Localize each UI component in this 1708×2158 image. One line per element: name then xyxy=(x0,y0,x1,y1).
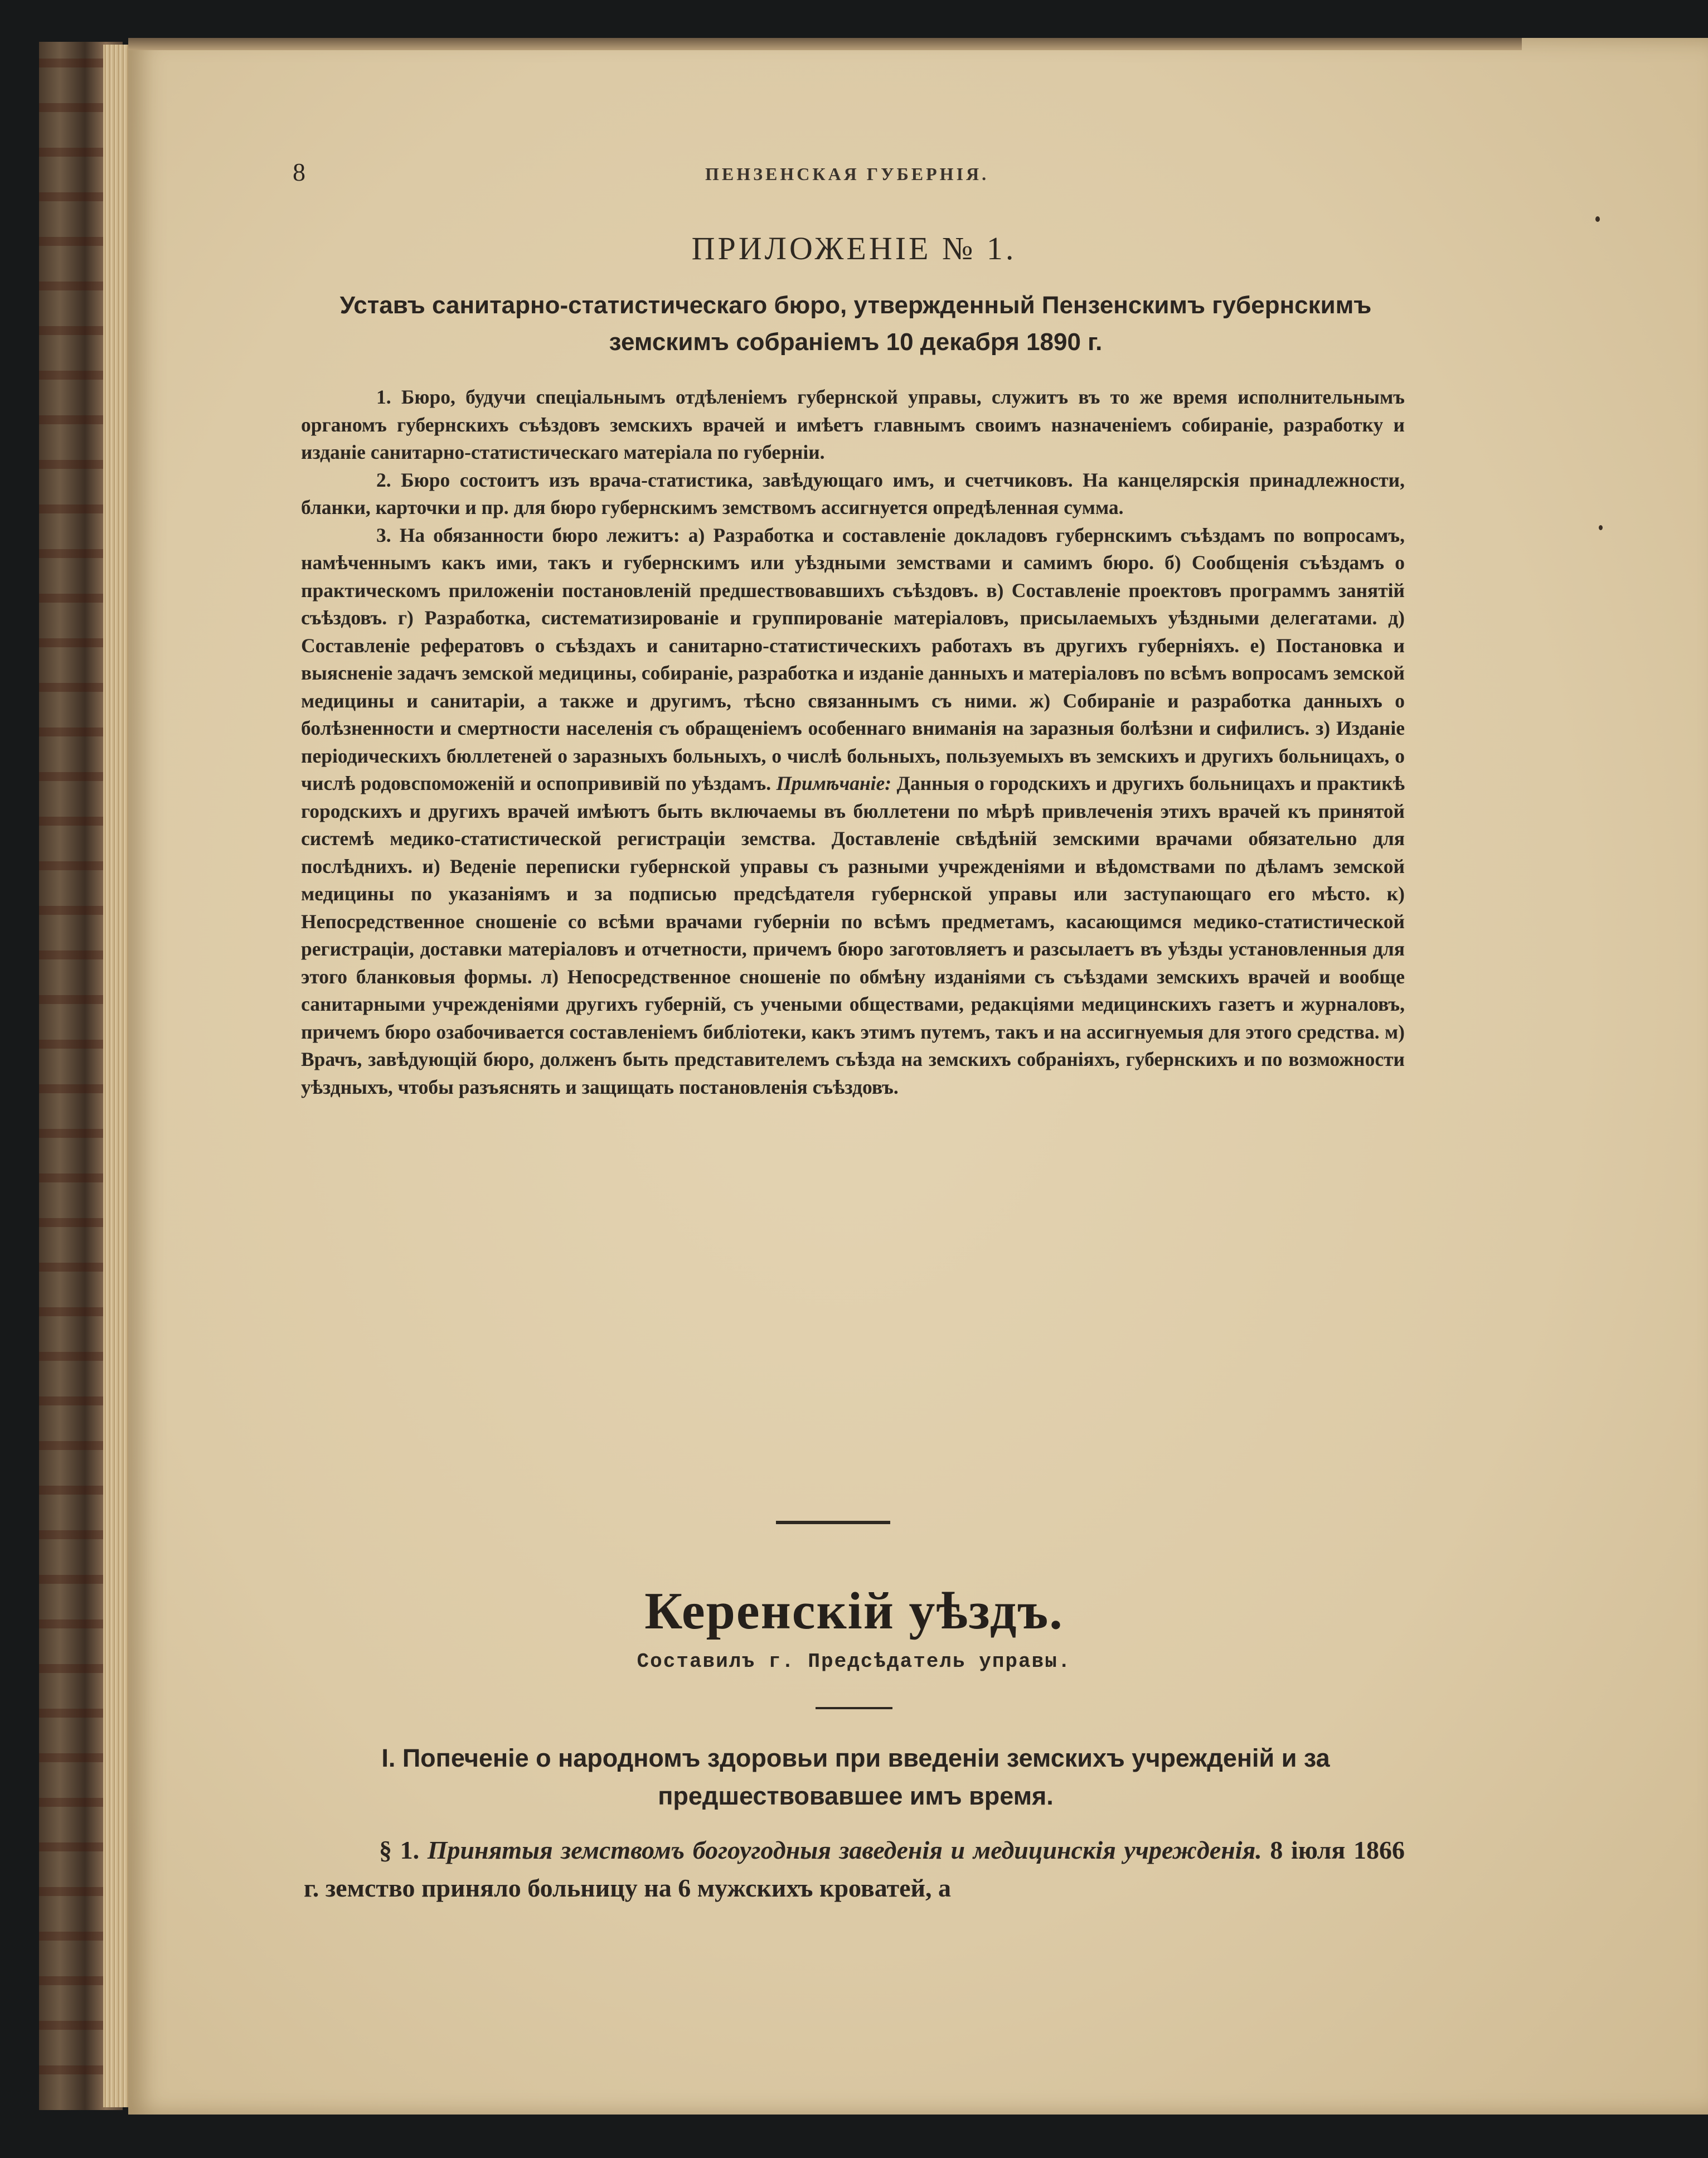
paragraph-3-continued: Данныя о городскихъ и другихъ больницахъ и практикѣ городскихъ и другихъ врачей имѣютъ быть включаемы въ бюллетени по мѣрѣ привлеченія этихъ врачей къ принятой системѣ медико-статистической регистраціи земства. Доставленіе свѣдѣній земскими врачами обязательно для послѣднихъ. и) Веденіе переписки губернской управы съ разными учрежденіями и вѣдомствами по дѣламъ земской медицины по указаніямъ и за подписью предсѣдателя губернской управы или заступающаго его мѣсто. к) Непосредственное сношеніе со всѣми врачами губерніи по всѣмъ предметамъ, касающимся медико-статистической регистраціи, доставки матеріаловъ и отчетности, причемъ бюро заготовляетъ и разсылаетъ въ уѣзды установленныя для этого бланковыя формы. л) Непосредственное сношеніе по обмѣну изданіями съ съѣздами земскихъ врачей и вообще санитарными учрежденіями другихъ губерній, съ учеными обществами, редакціями медицинскихъ газетъ и журналовъ, причемъ бюро озабочивается составленіемъ библіотеки, какъ этимъ путемъ, такъ и на ассигнуемыя для этого средства. м) Врачъ, завѣдующій бюро, долженъ быть представителемъ съѣзда на земскихъ собраніяхъ, губернскихъ и по возможности уѣздныхъ, чтобы разъяснять и защищать постановленія съѣздовъ. xyxy=(301,772,1405,1098)
paragraph-3-text: 3. На обязанности бюро лежитъ: а) Разработка и составленіе докладовъ губернскимъ съѣздамъ по вопросамъ, намѣченнымъ какъ ими, такъ и губернскимъ или уѣздными земствами и самимъ бюро. б) Сообщенія съѣздамъ о практическомъ приложеніи постановленій предшествовавшихъ съѣздовъ. в) Составленіе проектовъ программъ занятій съѣздовъ. г) Разработка, систематизированіе и группированіе матеріаловъ, присылаемыхъ уѣздными делегатами. д) Составленіе рефератовъ о съѣздахъ и санитарно-статистическихъ работахъ въ другихъ губерніяхъ. е) Постановка и выясненіе задачъ земской медицины, собираніе, разработка и изданіе данныхъ и матеріаловъ по всѣмъ вопросамъ земской медицины и санитаріи, а также и другимъ, тѣсно связаннымъ съ ними. ж) Собираніе и разработка данныхъ о болѣзненности и смертности населенія съ обращеніемъ особеннаго вниманія на заразныя болѣзни и сифилисъ. з) Изданіе періодическихъ бюллетеней о заразныхъ больныхъ, о числѣ больныхъ, пользуемыхъ въ земскихъ и другихъ больницахъ, о числѣ родовспоможеній и оспопрививій по уѣздамъ. xyxy=(301,523,1405,794)
section-divider xyxy=(776,1521,890,1524)
section-title: I. Попеченіе о народномъ здоровьи при введеніи земскихъ учрежденій и за предшествовавшее имъ время. xyxy=(381,1744,1330,1810)
page-number: 8 xyxy=(293,158,305,186)
section-paragraph xyxy=(304,1831,1405,1907)
note-label: Примѣчаніе: xyxy=(776,772,892,794)
district-title: Керенскій уѣздъ. xyxy=(644,1582,1064,1640)
page-header xyxy=(293,157,1430,191)
appendix-title: ПРИЛОЖЕНІЕ № 1. xyxy=(691,230,1017,266)
charter-title: Уставъ санитарно-статистическаго бюро, утвержденный Пензенскимъ губернскимъ земскимъ собраніемъ 10 декабря 1890 г. xyxy=(339,292,1372,356)
charter-paragraph-2: 2. Бюро состоитъ изъ врача-статистика, завѣдующаго имъ, и счетчиковъ. На канцелярскія принадлежности, бланки, карточки и пр. для бюро губернскимъ земствомъ ассигнуется опредѣленная сумма. xyxy=(301,468,1405,518)
charter-paragraph-3 xyxy=(301,522,1405,1102)
short-divider xyxy=(816,1707,892,1709)
section-number: § 1. xyxy=(379,1836,420,1864)
running-head: ПЕНЗЕНСКАЯ ГУБЕРНІЯ. xyxy=(705,164,989,184)
ink-speck xyxy=(1595,216,1600,222)
section-text: 8 іюля 1866 г. земство приняло больницу на 6 мужскихъ кроватей, а xyxy=(304,1836,1405,1902)
compiled-by: Составилъ г. Предсѣдатель управы. xyxy=(637,1650,1071,1673)
charter-body xyxy=(301,384,1405,1101)
section-heading: Принятыя земствомъ богоугодныя заведенія и медицинскія учрежденія. xyxy=(427,1836,1262,1864)
ink-speck xyxy=(1599,525,1603,530)
page-top-shadow xyxy=(128,38,1522,50)
charter-paragraph-1: 1. Бюро, будучи спеціальнымъ отдѣленіемъ губернской управы, служитъ въ то же время исполнительнымъ органомъ губернскихъ съѣздовъ земскихъ врачей и имѣетъ главнымъ своимъ назначеніемъ собираніе, разработку и изданіе санитарно-статистическаго матеріала по губерніи. xyxy=(301,386,1405,463)
